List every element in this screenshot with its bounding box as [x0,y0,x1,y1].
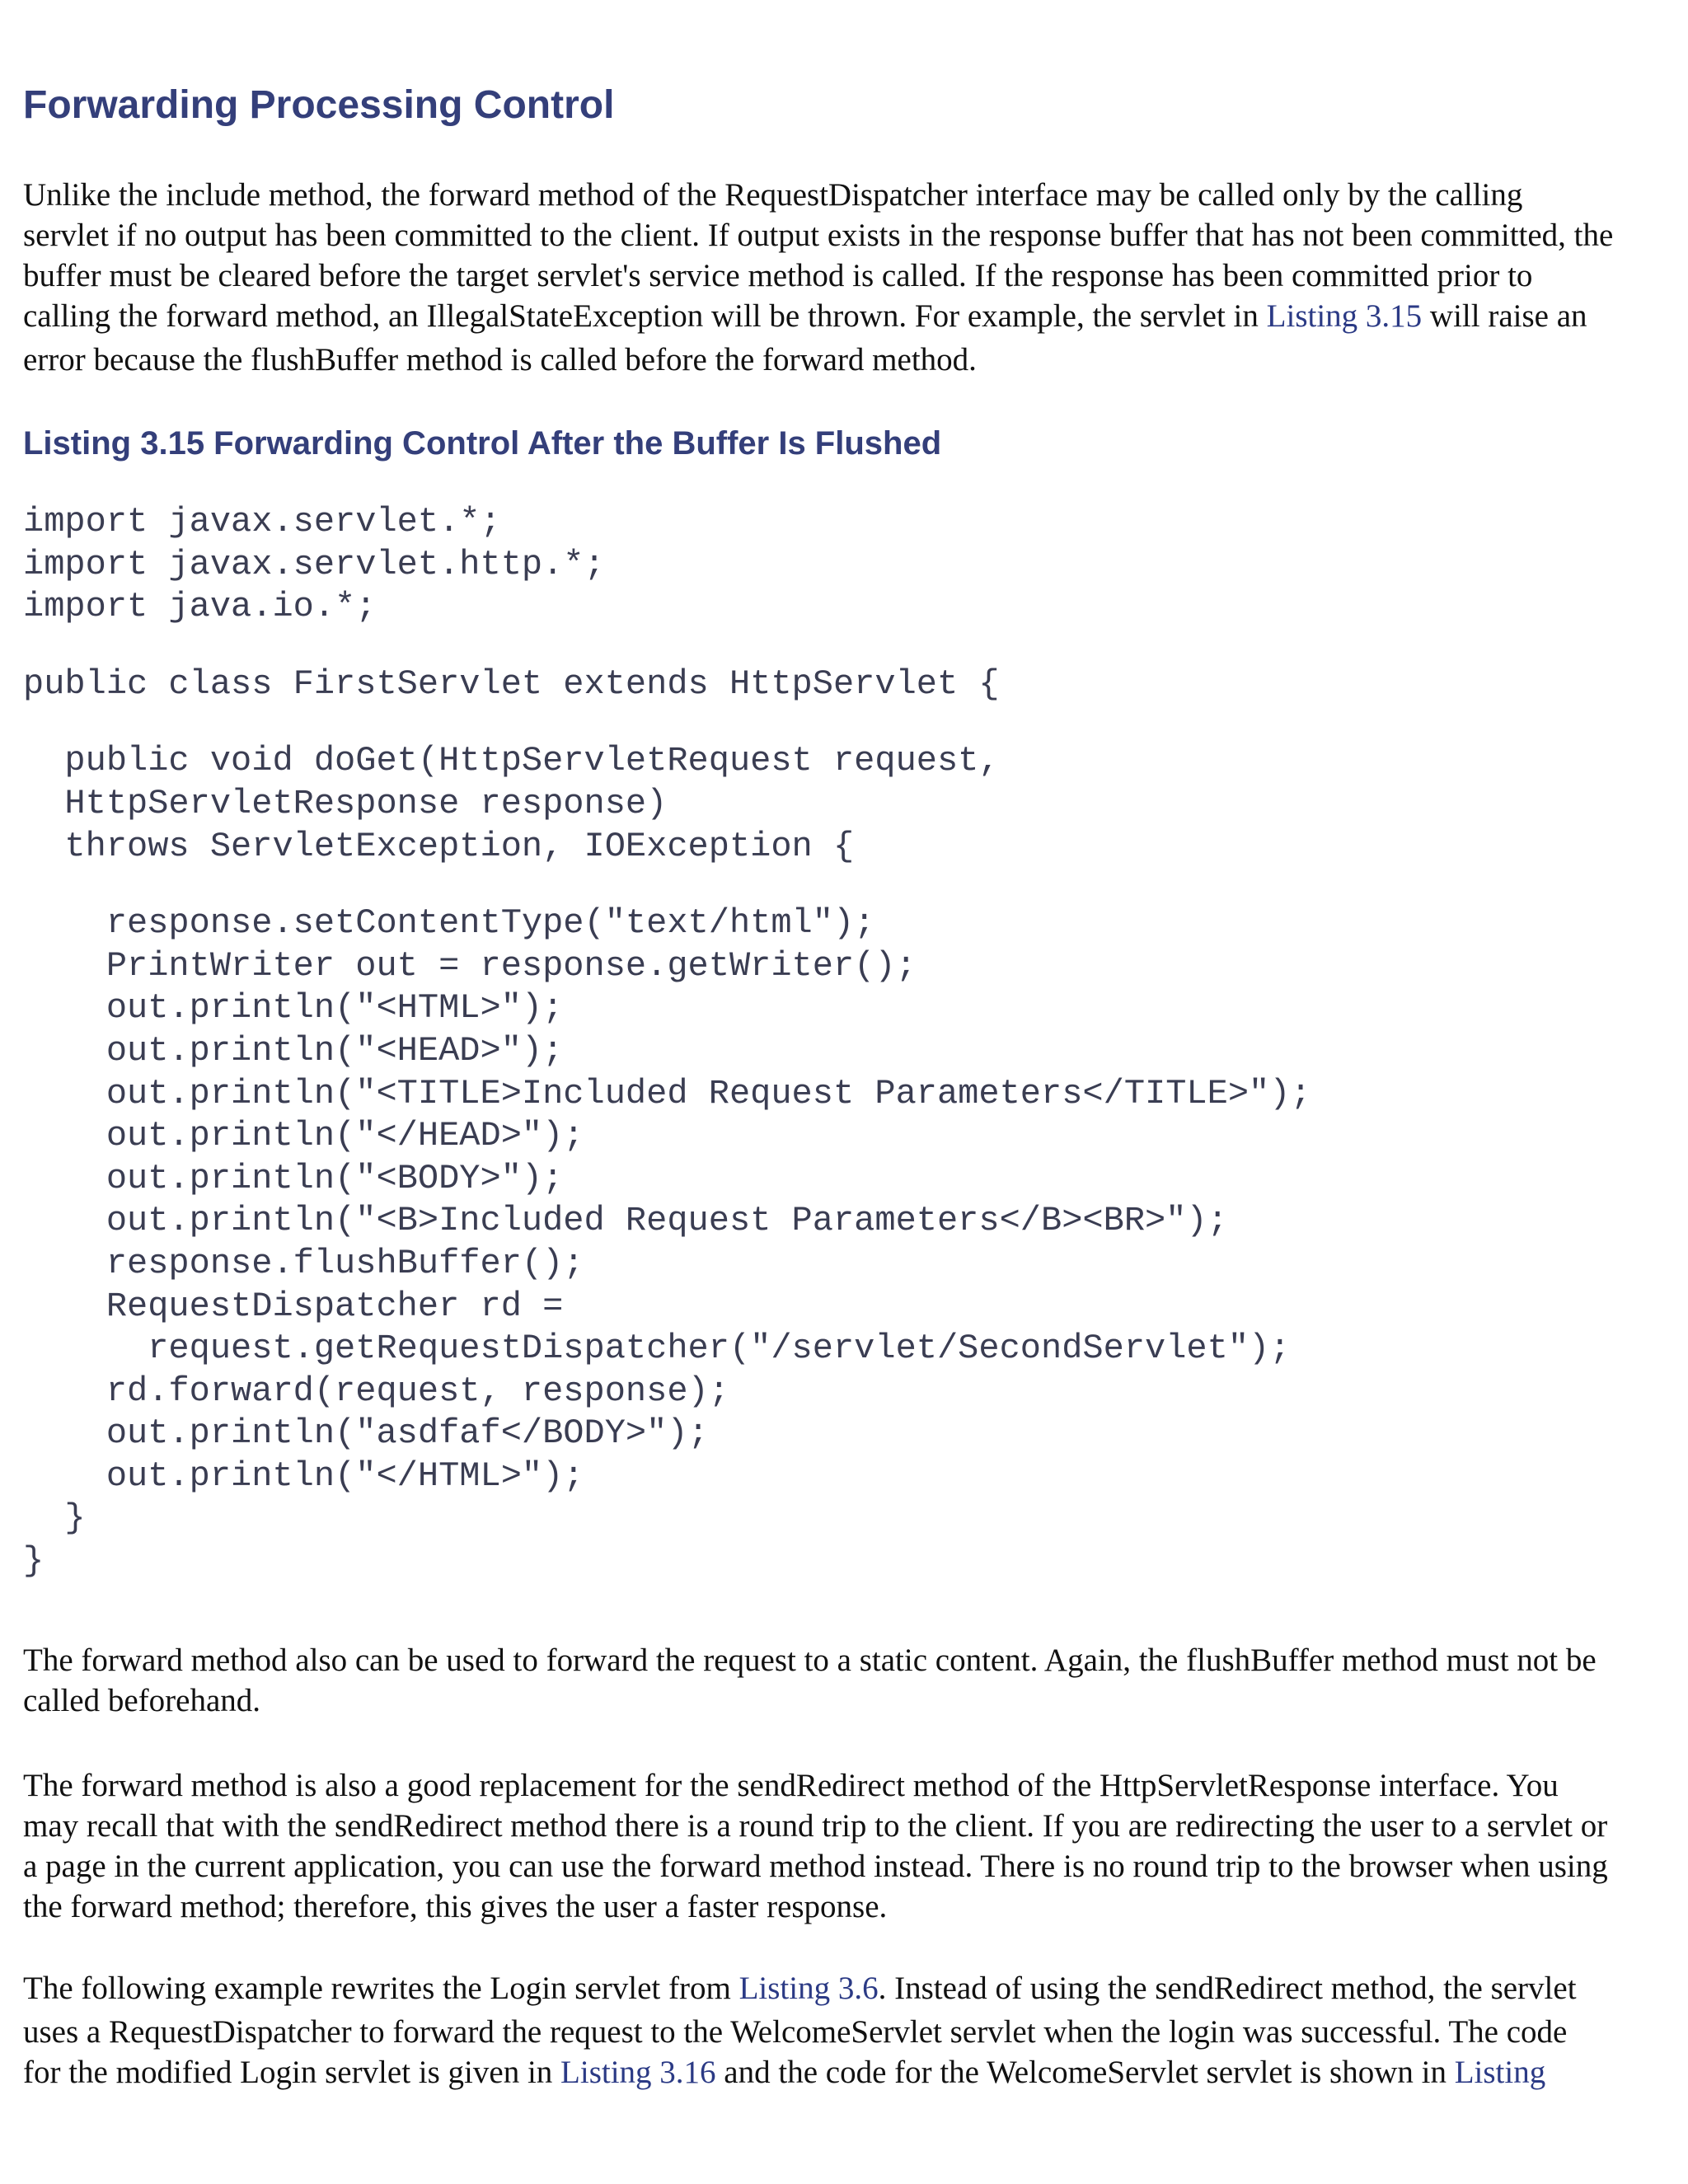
sendredirect-paragraph [23,1765,1667,1927]
intro-line-1: Unlike the include method, the forward method of the RequestDispatcher interface may be called only by the calling [23,177,1523,213]
listing-3-15-link[interactable]: Listing 3.15 [1266,298,1423,334]
code-line: throws ServletException, IOException { [23,826,855,866]
intro-line-4-text-b: will raise an [1422,298,1587,334]
listing-3-16-link[interactable]: Listing 3.16 [560,2055,716,2090]
forward-static-paragraph [23,1640,1667,1721]
code-line: out.println("<HEAD>"); [23,1030,564,1071]
intro-line-5: error because the flushBuffer method is called before the forward method. [23,342,977,377]
login-example-paragraph [23,1968,1667,2093]
listing-3-6-link[interactable]: Listing 3.6 [738,1971,879,2006]
para4-line-2: uses a RequestDispatcher to forward the request to the WelcomeServlet servlet when the login was successful. The code [23,2014,1568,2050]
para4-line-3-text-a: for the modified Login servlet is given in [23,2055,561,2090]
code-line: public class FirstServlet extends HttpServlet { [23,663,1000,704]
code-line: } [23,1541,45,1582]
code-line: HttpServletResponse response) [23,783,668,823]
para3-line-1: The forward method is also a good replacement for the sendRedirect method of the HttpServletResponse interface. You [23,1768,1559,1803]
intro-line-4-text-a: calling the forward method, an IllegalStateException will be thrown. For example, the servlet in [23,298,1267,334]
para3-line-4: the forward method; therefore, this gives the user a faster response. [23,1889,888,1924]
para2-line-2: called beforehand. [23,1683,261,1718]
para4-line-1-text-a: The following example rewrites the Login servlet from [23,1971,739,2006]
para4-line-1-text-b: . Instead of using the sendRedirect method, the servlet [878,1971,1577,2006]
code-listing [23,501,1311,1583]
intro-line-3: buffer must be cleared before the target servlet's service method is called. If the response has been committed prior to [23,258,1533,293]
code-line: out.println("</HTML>"); [23,1455,584,1496]
para2-line-1: The forward method also can be used to forward the request to a static content. Again, the flushBuffer method must not be [23,1643,1597,1678]
code-line: rd.forward(request, response); [23,1371,729,1411]
code-line: import javax.servlet.*; [23,502,501,541]
code-line: RequestDispatcher rd = [23,1286,564,1326]
code-line: public void doGet(HttpServletRequest request, [23,741,1000,781]
code-line: out.println("asdfaf</BODY>"); [23,1413,709,1454]
para3-line-2: may recall that with the sendRedirect method there is a round trip to the client. If you are redirecting the user to a servlet or [23,1808,1608,1844]
code-line: out.println("</HEAD>"); [23,1116,584,1156]
code-line: import java.io.*; [23,587,377,627]
section-heading: Forwarding Processing Control [23,83,615,127]
code-line: } [23,1498,86,1539]
code-line: PrintWriter out = response.getWriter(); [23,945,917,986]
listing-title: Listing 3.15 Forwarding Control After the Buffer Is Flushed [23,425,942,462]
code-line: out.println("<BODY>"); [23,1158,564,1198]
intro-line-2: servlet if no output has been committed to the client. If output exists in the response buffer that has not been committed, the [23,218,1614,253]
para3-line-3: a page in the current application, you can use the forward method instead. There is no round trip to the browser when using [23,1849,1608,1884]
code-line: out.println("<HTML>"); [23,988,564,1029]
code-line: import javax.servlet.http.*; [23,544,605,584]
listing-link[interactable]: Listing [1454,2055,1546,2090]
intro-paragraph [23,175,1667,380]
code-line: response.setContentType("text/html"); [23,903,875,944]
code-line: response.flushBuffer(); [23,1243,584,1283]
para4-line-3 [23,2052,1667,2093]
code-line: out.println("<B>Included Request Parameters</B><BR>"); [23,1201,1228,1241]
para4-line-1 [23,1968,1667,2008]
para4-line-3-text-b: and the code for the WelcomeServlet servlet is shown in [715,2055,1455,2090]
code-line: out.println("<TITLE>Included Request Parameters</TITLE>"); [23,1073,1311,1113]
intro-line-4 [23,296,1667,336]
code-line: request.getRequestDispatcher("/servlet/SecondServlet"); [23,1329,1291,1369]
